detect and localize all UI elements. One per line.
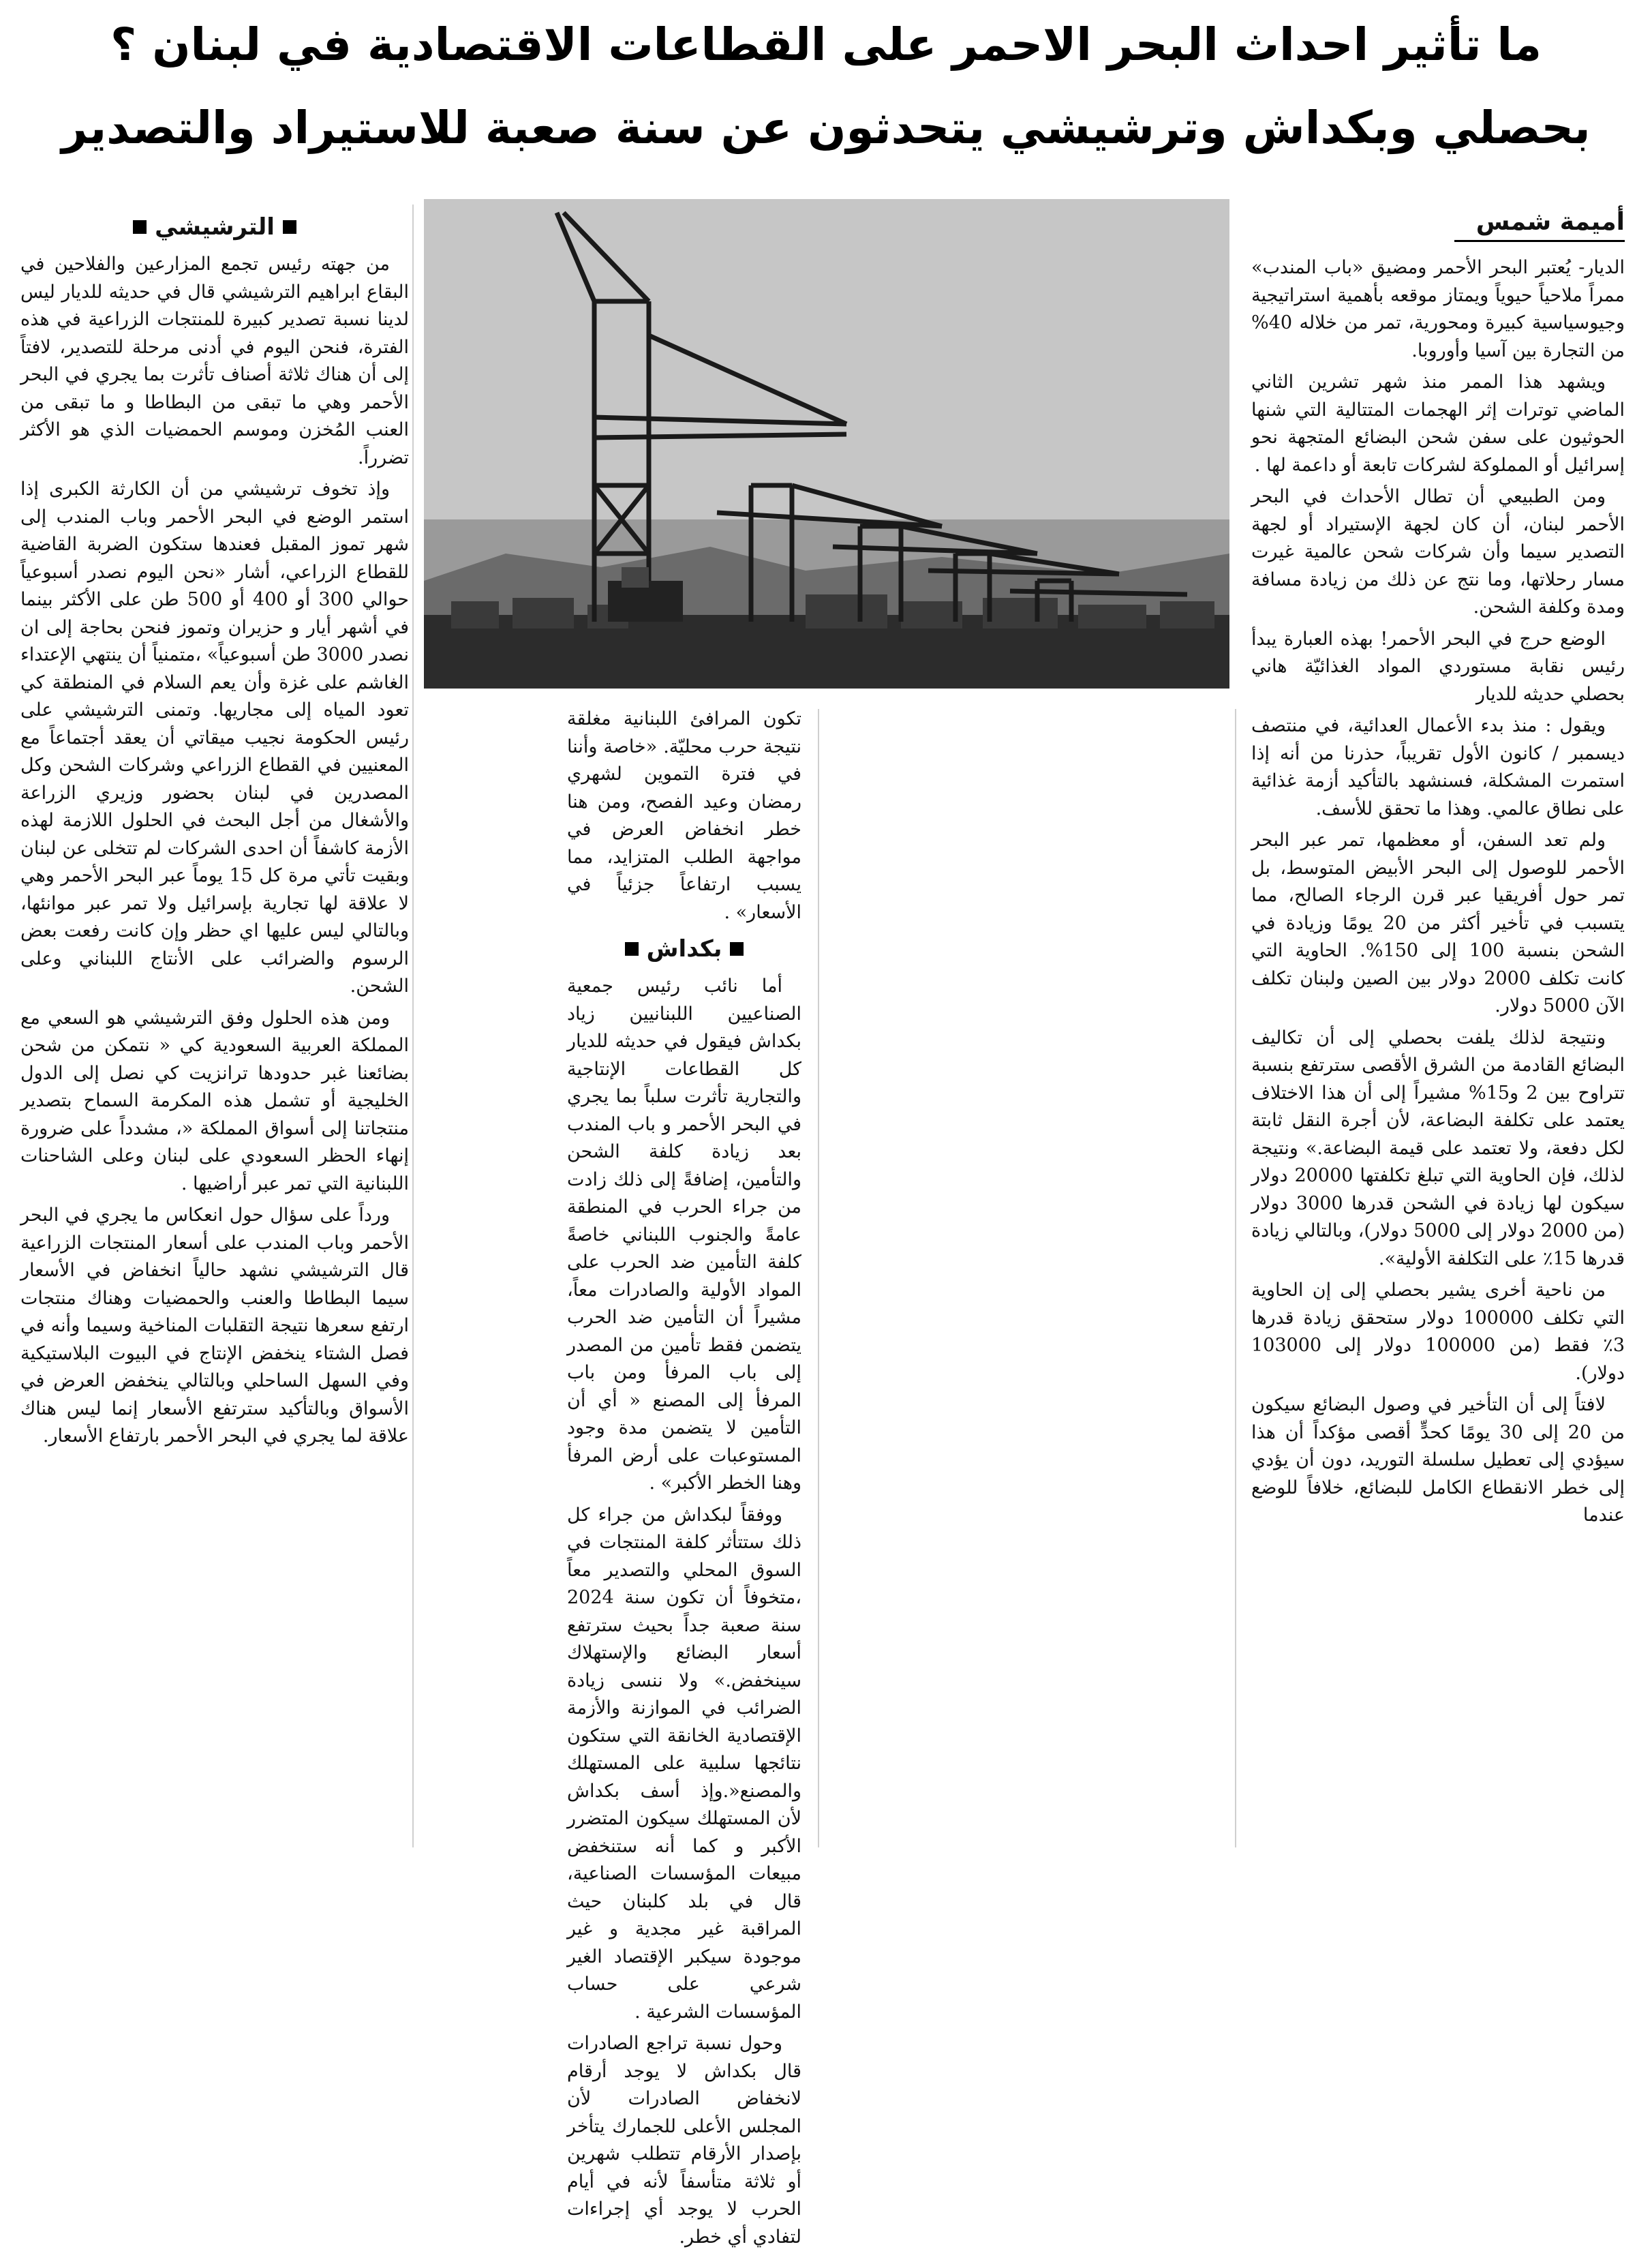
column-divider bbox=[412, 205, 414, 1847]
subhead-label: الترشيشي bbox=[155, 213, 275, 241]
paragraph: ونتيجة لذلك يلفت بحصلي إلى أن تكاليف البضائع القادمة من الشرق الأقصى سترتفع بنسبة تتراوح بين 2 و15% مشيراً إلى أن هذا الاختلاف يعتمد على تكلفة البضاعة، لأن أجرة النقل ثابتة لكل دفعة، ولا تعتمد على قيمة البضاعة.» ونتيجة لذلك، فإن الحاوية التي تبلغ تكلفتها 20000 دولار سيكون لها زيادة في الشحن قدرها 3000 دولار (من 2000 دولار إلى 5000 دولار)، وبالتالي زيادة قدرها 15٪ على التكلفة الأولية». bbox=[1251, 1027, 1625, 1269]
port-cranes-icon bbox=[424, 199, 1229, 689]
headline-line-1: ما تأثير احداث البحر الاحمر على القطاعات الاقتصادية في لبنان ؟ bbox=[110, 18, 1542, 71]
paragraph: وحول نسبة تراجع الصادرات قال بكداش لا يوجد أرقام لانخفاض الصادرات لأن المجلس الأعلى للجمارك يتأخر بإصدار الأرقام تتطلب شهرين أو ثلاثة متأسفاً لأنه في أيام الحرب لا يوجد أي إجراءات لتفادي أي خطر. bbox=[567, 2033, 801, 2248]
section-subhead bbox=[20, 210, 409, 244]
paragraph: من ناحية أخرى يشير بحصلي إلى إن الحاوية التي تكلف 100000 دولار ستحقق زيادة قدرها 3٪ فقط (من 100000 دولار إلى 103000 دولار). bbox=[1251, 1280, 1625, 1384]
paragraph: ووفقاً لبكداش من جراء كل ذلك ستتأثر كلفة المنتجات في السوق المحلي والتصدير معاً ،متخوفاً أن تكون سنة 2024 سنة صعبة جداً بحيث سترتفع أسعار البضائع والإستهلاك سينخفض.» ولا ننسى زيادة الضرائب في الموازنة والأزمة الإقتصادية الخانقة التي ستكون نتائجها سلبية على المستهلك والمصنع«.وإذ أسف بكداش لأن المستهلك سيكون المتضرر الأكبر و كما أنه ستنخفض مبيعات المؤسسات الصناعية، قال في بلد كلبنان حيث المراقبة غير مجدية و غير موجودة سيكبر الإقتصاد الغير شرعي على حساب المؤسسات الشرعية . bbox=[567, 1504, 801, 2023]
column-divider bbox=[818, 709, 819, 1847]
square-bullet-icon bbox=[730, 942, 744, 956]
square-bullet-icon bbox=[283, 220, 296, 234]
headline-line-2: بحصلي وبكداش وترشيشي يتحدثون عن سنة صعبة للاستيراد والتصدير bbox=[61, 102, 1591, 154]
paragraph: وإذ تخوف ترشيشي من أن الكارثة الكبرى إذا استمر الوضع في البحر الأحمر وباب المندب إلى شهر تموز المقبل فعندها ستكون الضربة القاضية للقطاع الزراعي، أشار «نحن اليوم نصدر أسبوعياً حوالي 300 أو 400 أو 500 طن على الأكثر بينما في أشهر أيار و حزيران وتموز فنحن بحاجة إلى ان نصدر 3000 طن أسبوعياً» ،متمنياً أن ينتهي الإعتداء الغاشم على غزة وأن يعم السلام في المنطقة كي تعود المياه إلى مجاريها. وتمنى الترشيشي على رئيس الحكومة نجيب ميقاتي أن يعقد أجتماعاً مع المعنيين في القطاع الزراعي وشركات الشحن وكل المصدرين في لبنان بحضور وزيري الزراعة والأشغال من أجل البحث في الحلول اللازمة لهذه الأزمة كاشفاً أن احدى الشركات لم تتخلى عن لبنان وبقيت تأتي مرة كل 15 يوماً عبر البحر الأحمر وهي لا علاقة لها تجارية بإسرائيل ولا تمر عبر موانئها، وبالتالي ليس عليها اي حظر وإن كانت رفعت بعض الرسوم والضرائب على الأنتاج اللبناني وعلى الشحن. bbox=[20, 479, 409, 997]
paragraph: ومن هذه الحلول وفق الترشيشي هو السعي مع المملكة العربية السعودية كي « نتمكن من شحن بضائعنا غبر حدودها ترانزيت كي نصل إلى الدول الخليجية أو تشمل هذه المكرمة السماح بتصدير منتجاتنا إلى أسواق المملكة «، مشدداً على ضرورة إنهاء الحظر السعودي على لبنان وعلى الشاحنات اللبنانية التي تمر عبر أراضيها . bbox=[20, 1007, 409, 1194]
paragraph: تكون المرافئ اللبنانية مغلقة نتيجة حرب محليّة. «خاصة وأننا في فترة التموين لشهري رمضان وعيد الفصح، ومن هنا خطر انخفاض العرض في مواجهة الطلب المتزايد، مما يسبب ارتفاعاً جزئياً في الأسعار» . bbox=[567, 708, 801, 923]
square-bullet-icon bbox=[625, 942, 639, 956]
subhead-label: بكداش bbox=[646, 935, 722, 963]
paragraph: لافتاً إلى أن التأخير في وصول البضائع سيكون من 20 إلى 30 يومًا كحدٍّ أقصى مؤكداً أن هذا سيؤدي إلى تعطيل سلسلة التوريد، دون أن يؤدي إلى خطر الانقطاع الكامل للبضائع، خلافاً للوضع عندما bbox=[1251, 1394, 1625, 1526]
square-bullet-icon bbox=[133, 220, 147, 234]
left-column bbox=[20, 205, 409, 1854]
paragraph: أما نائب رئيس جمعية الصناعيين اللبنانيين زياد بكداش فيقول في حديثه للديار كل القطاعات الإنتاجية والتجارية تأثرت سلباً بما يجري في البحر الأحمر و باب المندب بعد زيادة كلفة الشحن والتأمين، إضافةً إلى ذلك زادت من جراء الحرب في المنطقة عامةً والجنوب اللبناني خاصةً كلفة التأمين ضد الحرب على المواد الأولية والصادرات معاً، مشيراً أن التأمين ضد الحرب يتضمن فقط تأمين من المصدر إلى باب المرفأ ومن باب المرفأ إلى المصنع « أي أن التأمين لا يتضمن مدة وجود المستوعبات على أرض المرفأ وهنا الخطر الأكبر» . bbox=[567, 976, 801, 1494]
paragraph: الديار- يُعتبر البحر الأحمر ومضيق «باب المندب» ممراً ملاحياً حيوياً ويمتاز موقعه بأهمية استراتيجية وجيوسياسية كبيرة ومحورية، تمر من خلاله 40% من التجارة بين آسيا وأوروبا. bbox=[1251, 257, 1625, 361]
byline: أميمة شمس bbox=[1454, 205, 1625, 242]
column-divider bbox=[1235, 709, 1236, 1847]
port-cranes-photo bbox=[424, 199, 1229, 689]
paragraph: ورداً على سؤال حول انعكاس ما يجري في البحر الأحمر وباب المندب على أسعار المنتجات الزراعية قال الترشيشي نشهد حالياً انخفاض في الأسعار سيما البطاطا والعنب والحمضيات وهناك منتجات ارتفع سعرها نتيجة التقلبات المناخية وسيما وأنه في فصل الشتاء ينخفض الإنتاج في البيوت البلاستيكية وفي السهل الساحلي وبالتالي ينخفض العرض في الأسواق وبالتأكيد سترتفع الأسعار إنما ليس هناك علاقة لما يجري في البحر الأحمر بارتفاع الأسعار. bbox=[20, 1205, 409, 1447]
middle-column bbox=[567, 706, 801, 2248]
section-subhead bbox=[567, 932, 801, 966]
paragraph: ويشهد هذا الممر منذ شهر تشرين الثاني الماضي توترات إثر الهجمات المتتالية التي شنها الحوثيون على سفن شحن البضائع المتجهة نحو إسرائيل أو المملوكة لشركات تابعة أو داعمة لها . bbox=[1251, 372, 1625, 476]
paragraph: ومن الطبيعي أن تطال الأحداث في البحر الأحمر لبنان، أن كان لجهة الإستيراد أو لجهة التصدير سيما وأن شركات شحن عالمية غيرت مسار رحلاتها، وما نتج عن ذلك من زيادة مسافة ومدة وكلفة الشحن. bbox=[1251, 486, 1625, 618]
paragraph: من جهته رئيس تجمع المزارعين والفلاحين في البقاع ابراهيم الترشيشي قال في حديثه للديار ليس لدينا نسبة تصدير كبيرة للمنتجات الزراعية في هذه الفترة، فنحن اليوم في أدنى مرحلة للتصدير، لافتاً إلى أن هناك ثلاثة أصناف تأثرت بما يجري في البحر الأحمر وهي ما تبقى من البطاطا و ما تبقى من العنب المُخزن وموسم الحمضيات الذي هو الأكثر تضرراً. bbox=[20, 254, 409, 468]
paragraph: ويقول : منذ بدء الأعمال العدائية، في منتصف ديسمبر / كانون الأول تقريباً، حذرنا من أنه إذا استمرت المشكلة، فسنشهد بالتأكيد أزمة غذائية على نطاق عالمي. وهذا ما تحقق للأسف. bbox=[1251, 715, 1625, 819]
right-column bbox=[1251, 205, 1625, 1854]
paragraph: ولم تعد السفن، أو معظمها، تمر عبر البحر الأحمر للوصول إلى البحر الأبيض المتوسط، بل تمر حول أفريقيا عبر قرن الرجاء الصالح، مما يتسبب في تأخير أكثر من 20 يومًا وزيادة في الشحن بنسبة 100 إلى 150%. الحاوية التي كانت تكلف 2000 دولار بين الصين ولبنان تكلف الآن 5000 دولار. bbox=[1251, 830, 1625, 1016]
paragraph: الوضع حرج في البحر الأحمر! بهذه العبارة يبدأ رئيس نقابة مستوردي المواد الغذائيّة هاني بحصلي حديثه للديار bbox=[1251, 628, 1625, 705]
